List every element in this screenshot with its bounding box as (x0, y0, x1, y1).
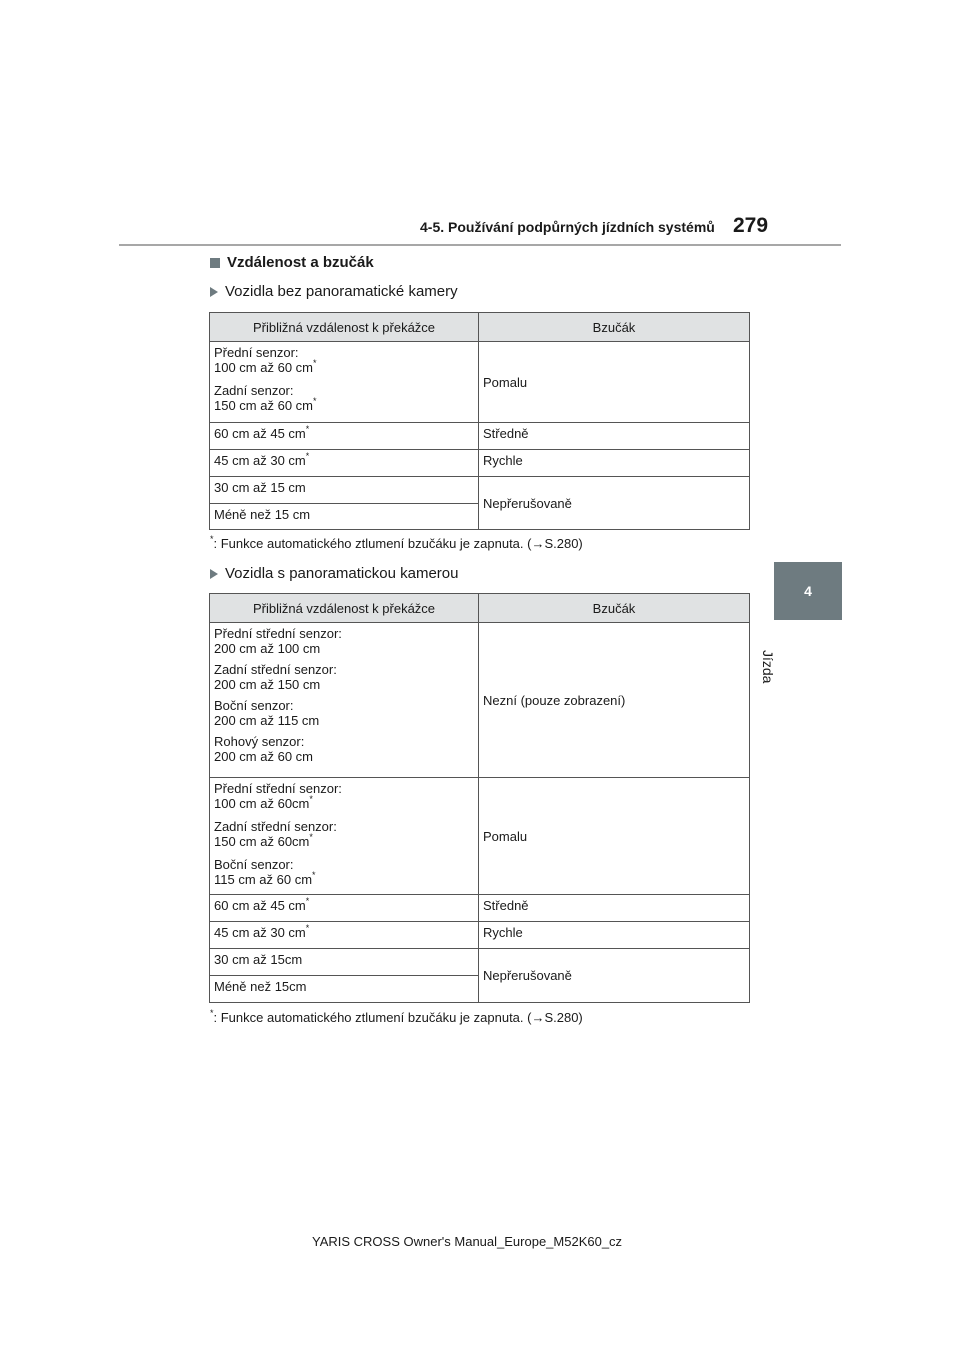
table-cell-buzzer: Pomalu (479, 778, 750, 895)
header-divider (119, 244, 841, 246)
table-cell (210, 450, 479, 477)
cell-line: 100 cm až 60 cm (214, 360, 313, 375)
table2-subheading-text: Vozidla s panoramatickou kamerou (225, 565, 459, 582)
footnote-mark: * (210, 534, 214, 544)
cell-line: Přední senzor: (214, 345, 299, 360)
footnote-mark: * (305, 896, 310, 906)
table1-footnote (210, 536, 583, 551)
table-cell-buzzer: Nepřerušovaně (479, 477, 750, 530)
footnote-mark: * (305, 923, 310, 933)
cell-line: Zadní střední senzor: (214, 662, 337, 677)
table2-header-distance: Přibližná vzdálenost k překážce (210, 594, 479, 623)
footer-manual-id: YARIS CROSS Owner's Manual_Europe_M52K60_cz (312, 1234, 623, 1249)
footnote-mark: * (210, 1008, 214, 1018)
table-cell: 30 cm až 15cm (210, 949, 479, 976)
footnote-mark: * (309, 832, 313, 842)
triangle-bullet-icon (210, 287, 218, 297)
cell-line: 200 cm až 100 cm (214, 641, 321, 656)
header-section-title: 4-5. Používání podpůrných jízdních systémů (420, 219, 715, 235)
cell-line: 150 cm až 60 cm (214, 398, 313, 413)
table-cell: 30 cm až 15 cm (210, 477, 479, 504)
table-cell-buzzer: Nezní (pouze zobrazení) (479, 623, 750, 778)
table-row (210, 778, 750, 895)
section-heading (210, 254, 374, 271)
footnote-text: : Funkce automatického ztlumení bzučáku je zapnuta. (→S.280) (213, 536, 583, 551)
table-row (210, 895, 750, 922)
table-cell-buzzer: Nepřerušovaně (479, 949, 750, 1003)
cell-line: 200 cm až 60 cm (214, 749, 313, 764)
table-cell-buzzer: Středně (479, 423, 750, 450)
cell-line: Rohový senzor: (214, 734, 305, 749)
square-bullet-icon (210, 258, 220, 268)
cell-line: Přední střední senzor: (214, 781, 342, 796)
cell-line: 45 cm až 30 cm (214, 453, 306, 468)
table-cell (210, 342, 479, 423)
cell-line: 115 cm až 60 cm (214, 872, 313, 887)
section-heading-text: Vzdálenost a bzučák (227, 254, 374, 271)
chapter-label: Jízda (760, 650, 776, 684)
footnote-text: : Funkce automatického ztlumení bzučáku je zapnuta. (→S.280) (213, 1010, 583, 1025)
cell-line: Zadní senzor: (214, 383, 294, 398)
cell-line: Boční senzor: (214, 857, 294, 872)
footnote-mark: * (309, 794, 313, 804)
table1-header-distance: Přibližná vzdálenost k překážce (210, 313, 479, 342)
table1-subheading-text: Vozidla bez panoramatické kamery (225, 283, 458, 300)
cell-line: 60 cm až 45 cm (214, 426, 306, 441)
triangle-bullet-icon (210, 569, 218, 579)
table-cell-buzzer: Pomalu (479, 342, 750, 423)
cell-line: Zadní střední senzor: (214, 819, 337, 834)
table-row (210, 477, 750, 504)
table1 (209, 312, 750, 530)
table-row (210, 450, 750, 477)
cell-line: 100 cm až 60cm (214, 796, 310, 811)
chapter-tab (774, 562, 842, 620)
table-cell (210, 423, 479, 450)
table-cell (210, 895, 479, 922)
table2-subheading (210, 565, 458, 582)
table-row (210, 623, 750, 778)
table-cell (210, 778, 479, 895)
page-number: 279 (733, 214, 769, 237)
footnote-mark: * (313, 358, 317, 368)
footnote-mark: * (313, 396, 317, 406)
table-cell (210, 922, 479, 949)
table-row (210, 423, 750, 450)
table-cell: Méně než 15cm (210, 976, 479, 1003)
table-cell (210, 623, 479, 778)
footnote-mark: * (312, 870, 316, 880)
chapter-label-wrap (760, 620, 814, 684)
footnote-mark: * (305, 424, 310, 434)
table2-footnote (210, 1010, 583, 1025)
table1-header-buzzer: Bzučák (479, 313, 750, 342)
chapter-number: 4 (804, 583, 812, 599)
table-row (210, 922, 750, 949)
cell-line: Přední střední senzor: (214, 626, 342, 641)
table-cell-buzzer: Rychle (479, 450, 750, 477)
footnote-mark: * (305, 451, 310, 461)
table-row (210, 342, 750, 423)
table-cell-buzzer: Středně (479, 895, 750, 922)
cell-line: 150 cm až 60cm (214, 834, 310, 849)
table1-subheading (210, 283, 458, 300)
table2-header-buzzer: Bzučák (479, 594, 750, 623)
cell-line: 45 cm až 30 cm (214, 925, 306, 940)
cell-line: 200 cm až 115 cm (214, 713, 320, 728)
table2 (209, 593, 750, 1003)
cell-line: 60 cm až 45 cm (214, 898, 306, 913)
table-cell: Méně než 15 cm (210, 504, 479, 530)
cell-line: Boční senzor: (214, 698, 294, 713)
cell-line: 200 cm až 150 cm (214, 677, 321, 692)
table-cell-buzzer: Rychle (479, 922, 750, 949)
table-row (210, 949, 750, 976)
